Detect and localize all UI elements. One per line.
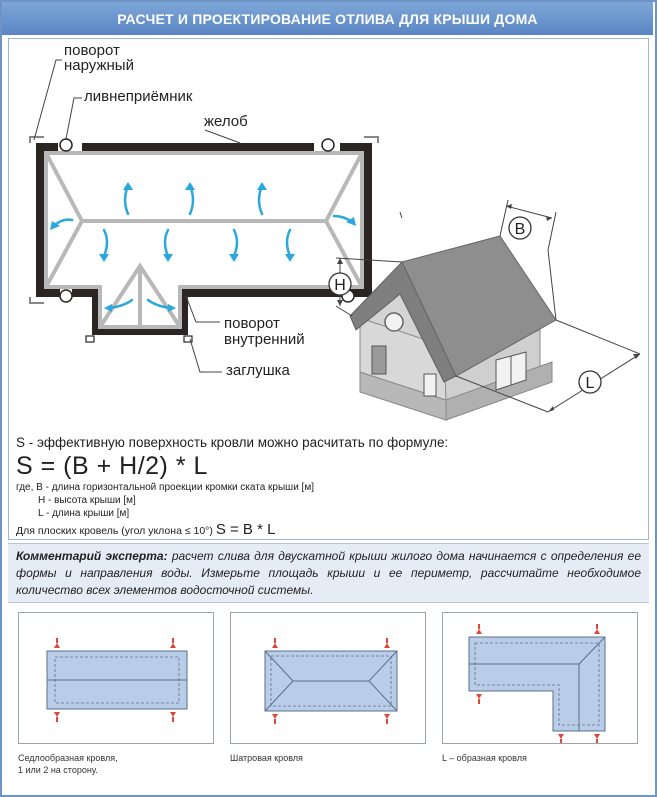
roof-types-area	[8, 604, 649, 790]
page-title: РАСЧЕТ И ПРОЕКТИРОВАНИЕ ОТЛИВА ДЛЯ КРЫШИ ДОМА	[2, 2, 653, 35]
formula-flat-formula: S = B * L	[215, 521, 276, 538]
dim-b-label: B	[514, 221, 526, 238]
caption-l-shaped: L – образная кровля	[442, 753, 527, 763]
comment-text	[16, 548, 641, 599]
formula-where-h: H - высота крыши [м]	[38, 495, 136, 506]
roof-panel-l-shaped	[442, 612, 638, 744]
caption-saddle-1: Седлообразная кровля,	[18, 753, 118, 763]
formula-where-l: L - длина крыши [м]	[38, 508, 130, 519]
label-gutter: желоб	[204, 113, 248, 130]
formula-flat	[16, 522, 476, 539]
label-outer-turn-1: поворот	[64, 42, 120, 59]
roof-panel-hip	[230, 612, 426, 744]
comment-label: Комментарий эксперта:	[16, 549, 168, 563]
formula-where-b: где, B - длина горизонтальной проекции кромки ската крыши [м]	[16, 482, 314, 493]
label-outer-turn-2: наружный	[64, 57, 134, 74]
dim-l-label: L	[585, 375, 595, 392]
formula-intro: S - эффективную поверхность кровли можно расчитать по формуле:	[16, 435, 449, 450]
comment-body: расчет слива для двускатной крыши жилого дома начинается с определения ее формы и направления воды. Измерьте площадь крыши и ее периметр, рассчитайте необходимое количество всех элементов водосточной системы.	[16, 549, 641, 597]
label-plug: заглушка	[226, 362, 290, 379]
roof-panel-saddle	[18, 612, 214, 744]
dim-h-label: H	[334, 277, 346, 294]
caption-hip: Шатровая кровля	[230, 753, 303, 763]
formula-block	[16, 435, 476, 539]
formula-main: S = (B + H/2) * L	[16, 452, 208, 480]
saddle-roof-plan	[19, 613, 215, 745]
house-door	[372, 346, 386, 374]
label-receiver: ливнеприёмник	[84, 88, 193, 105]
l-shaped-roof-plan	[443, 613, 639, 745]
caption-saddle-2: 1 или 2 на сторону.	[18, 765, 98, 775]
hip-roof-plan	[231, 613, 427, 745]
label-inner-turn-2: внутренний	[224, 331, 305, 348]
house-window	[424, 374, 436, 396]
formula-flat-text: Для плоских кровель (угол уклона ≤ 10°)	[16, 525, 213, 537]
label-inner-turn-1: поворот	[224, 315, 280, 332]
expert-comment	[8, 543, 649, 603]
round-window	[385, 313, 403, 331]
